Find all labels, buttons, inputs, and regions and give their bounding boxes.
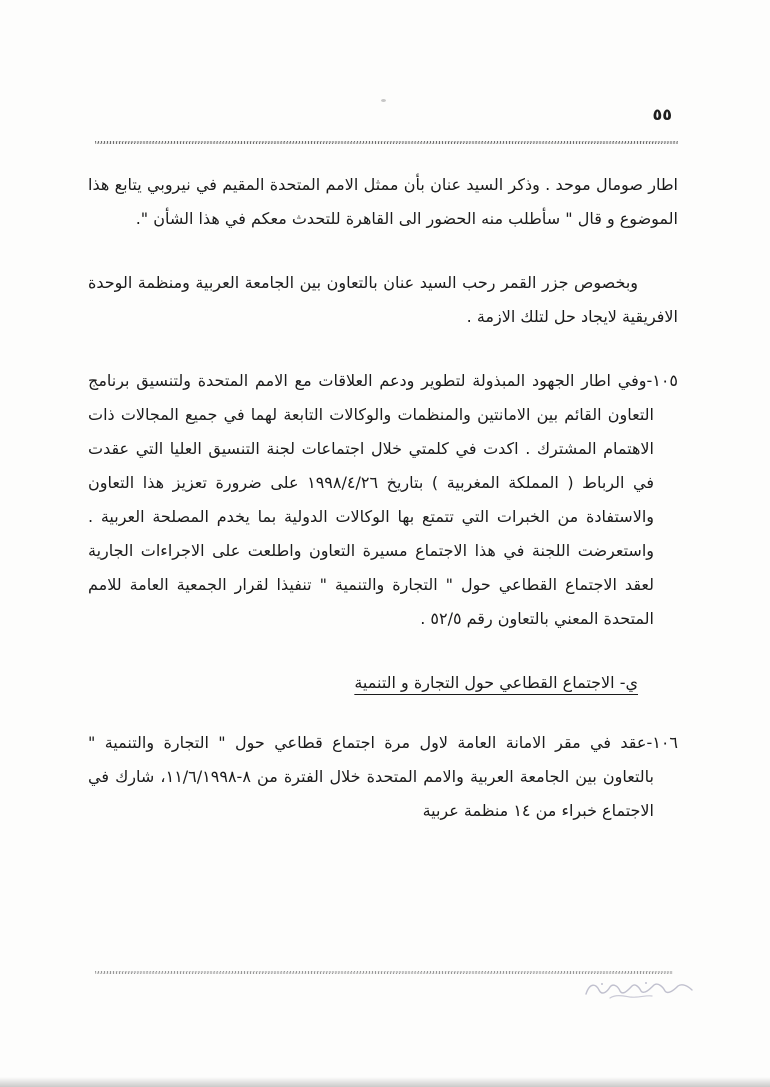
list-item-105 [88,364,678,636]
paragraph-somalia: اطار صومال موحد . وذكر السيد عنان بأن ممثل الامم المتحدة المقيم في نيروبي يتابع هذا الموضوع و قال " سأطلب منه الحضور الى القاهرة للتحدث معكم في هذا الشأن ". [88,175,678,228]
list-item-106 [88,726,678,828]
paragraph-comoros: وبخصوص جزر القمر رحب السيد عنان بالتعاون بين الجامعة العربية ومنظمة الوحدة الافريقية لايجاد حل لتلك الازمة . [88,273,678,326]
page-number: ٥٥ [652,105,672,124]
item-106-number: ١٠٦- [646,733,678,752]
section-heading-trade-development: ي- الاجتماع القطاعي حول التجارة و التنمية [354,673,638,692]
body-text [88,168,678,858]
item-106-text: عقد في مقر الامانة العامة لاول مرة اجتماع قطاعي حول " التجارة والتنمية " بالتعاون بين الجامعة العربية والامم المتحدة خلال الفترة من ٨-١١/٦/١٩٩٨، شارك في الاجتماع خبراء من ١٤ منظمة عربية [88,733,654,820]
item-105-text: وفي اطار الجهود المبذولة لتطوير ودعم العلاقات مع الامم المتحدة ولتنسيق برنامج التعاون القائم بين الامانتين والمنظمات والوكالات التابعة لهما في جميع المجالات ذات الاهتمام المشترك . اكدت في كلمتي خلال اجتماعات لجنة التنسيق العليا التي عقدت في الرباط ( المملكة المغربية ) بتاريخ ١٩٩٨/٤/٢٦ على ضرورة تعزيز هذا التعاون والاستفادة من الخبرات التي تتمتع بها الوكالات الدولية بما يخدم المصلحة العربية . واستعرضت اللجنة في هذا الاجتماع مسيرة التعاون واطلعت على الاجراءات الجارية لعقد الاجتماع القطاعي حول " التجارة والتنمية " تنفيذا لقرار الجمعية العامة للامم المتحدة المعني بالتعاون رقم ٥٢/٥ . [88,371,655,628]
header-rule [95,141,678,144]
handwritten-annotation [580,974,700,1004]
item-105-number: ١٠٥- [646,371,678,390]
scan-speck [381,99,386,102]
